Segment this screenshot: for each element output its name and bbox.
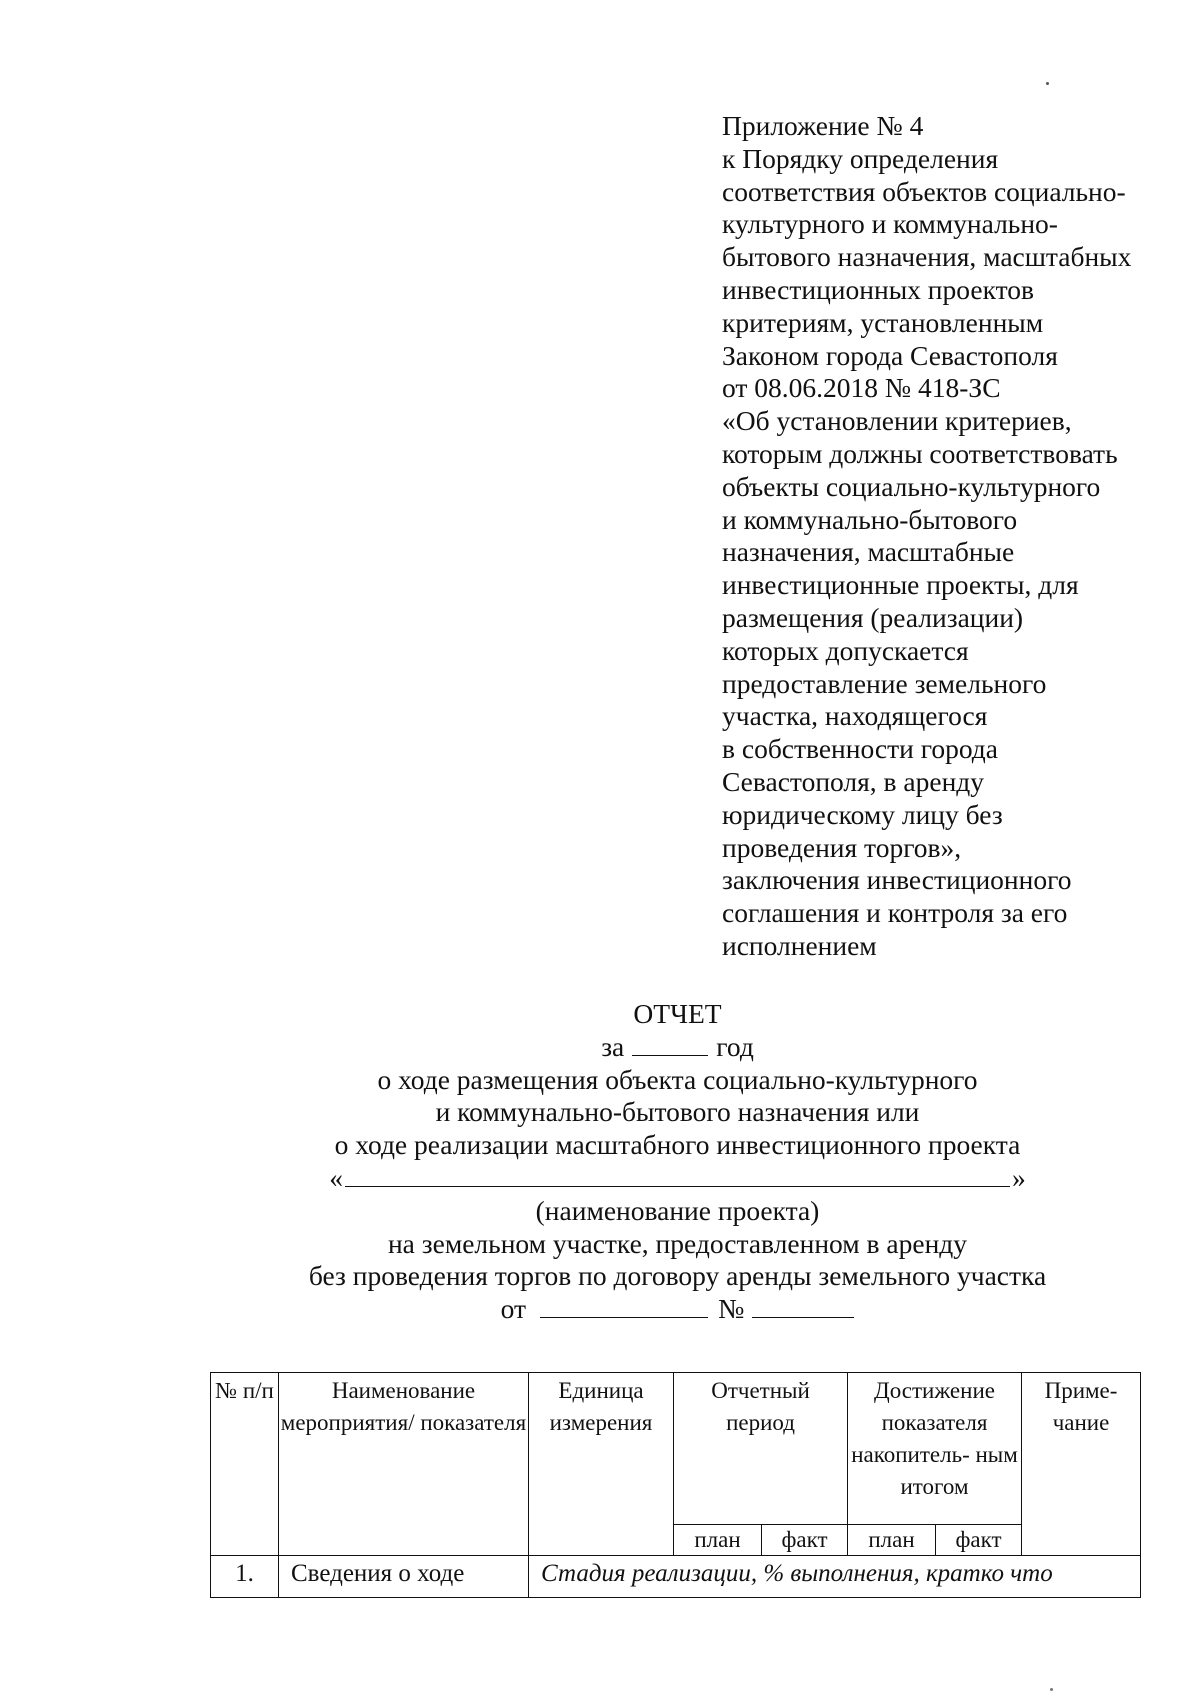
year-suffix: год (716, 1030, 754, 1062)
appendix-line: юридическому лицу без (722, 798, 1003, 830)
appendix-line: предоставление земельного (722, 667, 1047, 699)
appendix-line: соглашения и контроля за его (722, 897, 1068, 929)
header-unit: Единица измерения (529, 1373, 674, 1556)
report-heading (200, 998, 1155, 1326)
table-row (211, 1556, 1141, 1598)
report-subtitle-line: о ходе реализации масштабного инвестиционного проекта (334, 1129, 1021, 1161)
row-merged-text: Стадия реализации, % выполнения, кратко что (529, 1556, 1141, 1598)
subheader-achievement-fact: факт (936, 1525, 1022, 1556)
appendix-line: объекты социально-культурного (722, 470, 1101, 502)
header-name: Наименование мероприятия/ показателя (279, 1373, 529, 1556)
appendix-line: Севастополя, в аренду (722, 765, 985, 797)
appendix-line: в собственности города (722, 733, 998, 765)
date-prefix: от (500, 1293, 527, 1325)
header-num: № п/п (211, 1373, 279, 1556)
table-header-row (211, 1373, 1141, 1525)
appendix-line: проведения торгов», (722, 831, 962, 863)
contract-date-blank-field[interactable] (540, 1293, 708, 1318)
report-subtitle-line: на земельном участке, предоставленном в аренду (387, 1227, 968, 1259)
contract-date-line (200, 1293, 1155, 1326)
appendix-line: «Об установлении критериев, (722, 405, 1072, 437)
appendix-line: соответствия объектов социально- (722, 175, 1126, 207)
year-blank-field[interactable] (632, 1031, 708, 1056)
number-sign: № (718, 1293, 745, 1325)
quote-close: » (1012, 1161, 1026, 1193)
appendix-line: Приложение № 4 (722, 110, 924, 141)
appendix-line: критериям, установленным (722, 306, 1044, 338)
appendix-line: Законом города Севастополя (722, 339, 1058, 371)
appendix-line: и коммунально-бытового (722, 503, 1018, 535)
appendix-line: от 08.06.2018 № 418-ЗС (722, 372, 1001, 404)
appendix-line: заключения инвестиционного (722, 864, 1072, 896)
appendix-line: инвестиционные проекты, для (722, 569, 1079, 601)
appendix-line: назначения, масштабные (722, 536, 1015, 568)
report-subtitle-line: и коммунально-бытового назначения или (435, 1096, 920, 1128)
subheader-period-fact: факт (762, 1525, 848, 1556)
header-achievement: Достижение показателя накопитель- ным итогом (848, 1373, 1022, 1525)
subheader-achievement-plan: план (848, 1525, 936, 1556)
appendix-line: исполнением (722, 929, 877, 961)
year-prefix: за (601, 1030, 625, 1062)
contract-number-blank-field[interactable] (752, 1293, 854, 1318)
report-subtitle-line: без проведения торгов по договору аренды земельного участка (308, 1260, 1047, 1292)
header-period: Отчетный период (674, 1373, 848, 1525)
appendix-line: бытового назначения, масштабных (722, 241, 1132, 273)
quote-open: « (329, 1161, 343, 1193)
project-caption: (наименование проекта) (535, 1194, 820, 1226)
appendix-line: которым должны соответствовать (722, 437, 1118, 469)
scan-speck (1050, 1688, 1053, 1691)
header-note: Приме- чание (1022, 1373, 1141, 1556)
report-table (210, 1372, 1141, 1598)
appendix-line: участка, находящегося (722, 700, 988, 732)
appendix-line: размещения (реализации) (722, 601, 1024, 633)
project-name-blank-field[interactable] (345, 1162, 1010, 1187)
report-title: ОТЧЕТ (633, 998, 722, 1029)
appendix-line: к Порядку определения (722, 142, 999, 174)
appendix-line: культурного и коммунально- (722, 208, 1058, 240)
row-num: 1. (211, 1556, 279, 1598)
report-year-line (200, 1031, 1155, 1064)
appendix-line: которых допускается (722, 634, 969, 666)
report-subtitle-line: о ходе размещения объекта социально-культурного (377, 1063, 978, 1095)
appendix-line: инвестиционных проектов (722, 273, 1034, 305)
scan-speck (1046, 82, 1049, 85)
appendix-block (722, 110, 1192, 963)
subheader-period-plan: план (674, 1525, 762, 1556)
project-name-line (200, 1162, 1155, 1195)
row-name: Сведения о ходе (279, 1556, 529, 1598)
